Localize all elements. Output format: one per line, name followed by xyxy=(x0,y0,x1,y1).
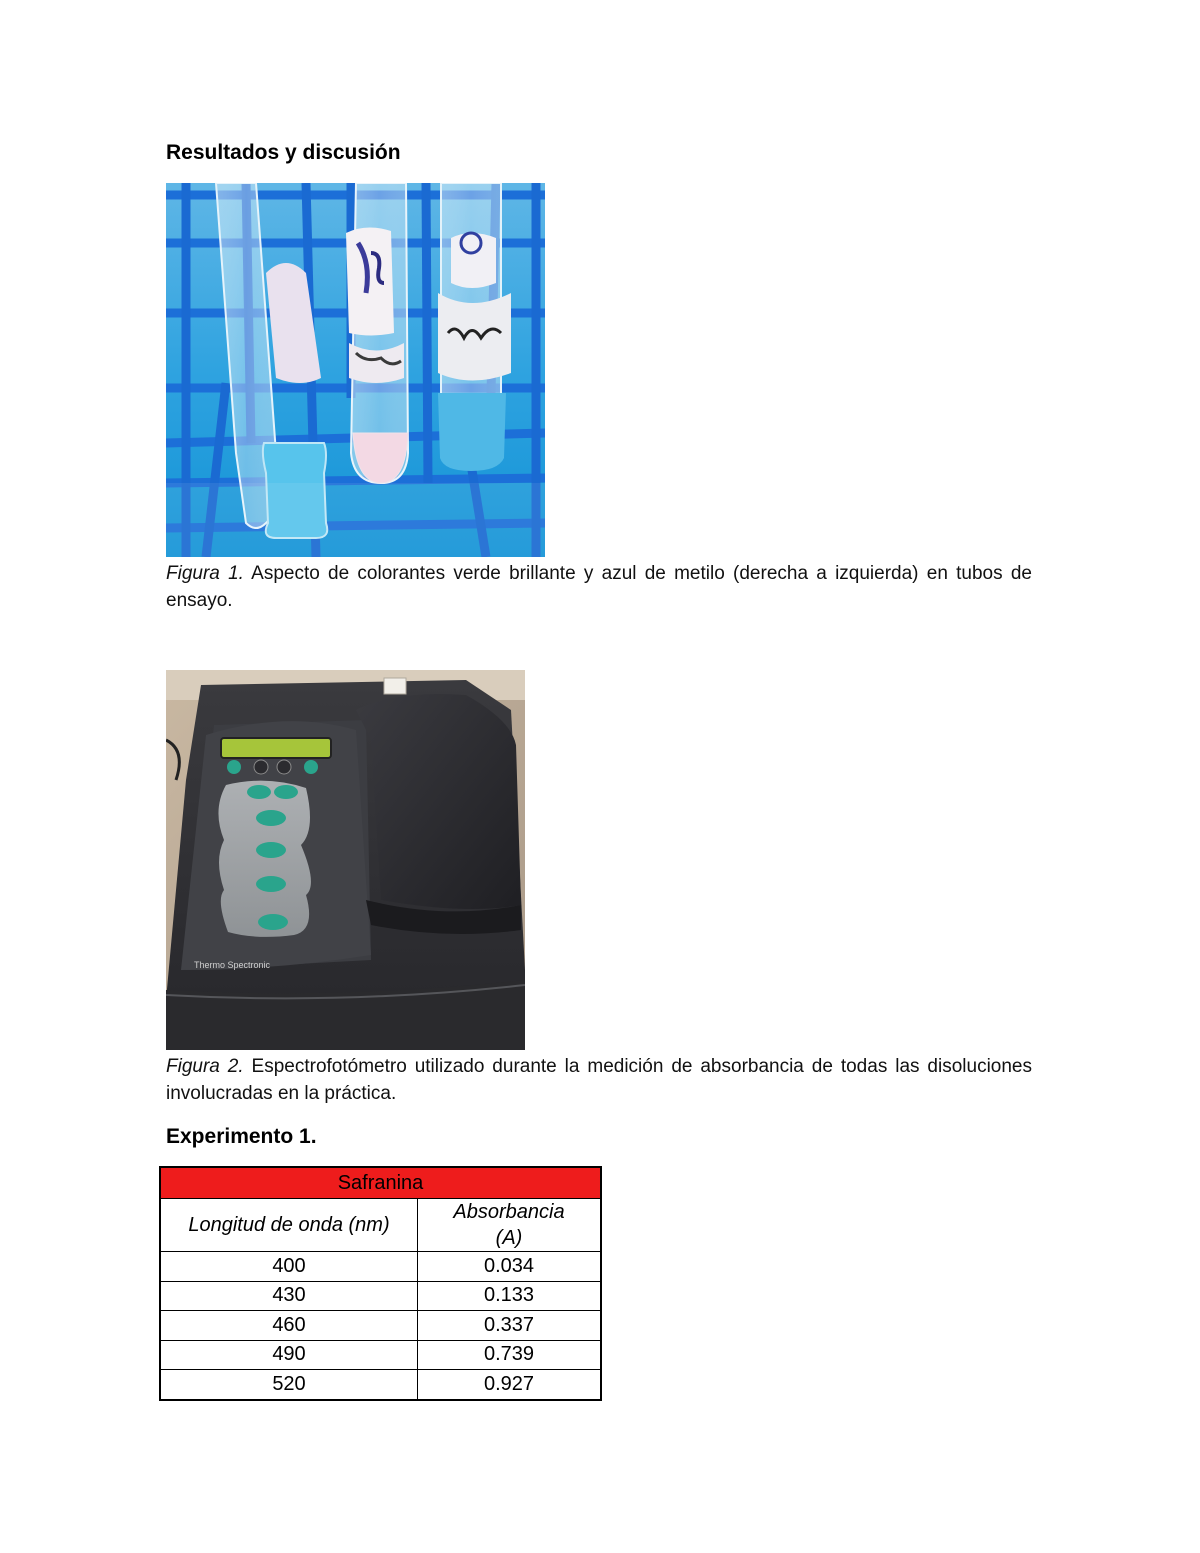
figure-1-photo xyxy=(166,183,545,557)
column-header-absorbance xyxy=(418,1199,602,1252)
absorbance-cell: 0.034 xyxy=(418,1252,602,1282)
table-row xyxy=(160,1311,601,1341)
wavelength-cell: 400 xyxy=(160,1252,418,1282)
wavelength-cell: 520 xyxy=(160,1370,418,1400)
table-title: Safranina xyxy=(160,1167,601,1199)
table-row xyxy=(160,1281,601,1311)
absorbance-cell: 0.739 xyxy=(418,1340,602,1370)
column-header-wavelength: Longitud de onda (nm) xyxy=(160,1199,418,1252)
figure-1-text: Aspecto de colorantes verde brillante y azul de metilo (derecha a izquierda) en tubos de ensayo. xyxy=(166,563,1032,611)
wavelength-cell: 460 xyxy=(160,1311,418,1341)
absorbance-cell: 0.133 xyxy=(418,1281,602,1311)
absorbance-cell: 0.337 xyxy=(418,1311,602,1341)
figure-1-label: Figura 1. xyxy=(166,563,244,584)
instrument-brand-text: Thermo Spectronic xyxy=(194,960,271,970)
table-row xyxy=(160,1340,601,1370)
table-row xyxy=(160,1252,601,1282)
figure-2-label: Figura 2. xyxy=(166,1056,244,1077)
wavelength-cell: 490 xyxy=(160,1340,418,1370)
table-row xyxy=(160,1370,601,1400)
experiment-heading: Experimento 1. xyxy=(166,1125,317,1148)
figure-1-caption xyxy=(166,560,1032,614)
column-header-absorbance-line2: (A) xyxy=(495,1227,523,1249)
column-header-absorbance-line1: Absorbancia xyxy=(453,1201,565,1223)
section-heading: Resultados y discusión xyxy=(166,141,401,164)
wavelength-cell: 430 xyxy=(160,1281,418,1311)
figure-2-photo xyxy=(166,670,525,1050)
absorbance-cell: 0.927 xyxy=(418,1370,602,1400)
figure-2-text: Espectrofotómetro utilizado durante la medición de absorbancia de todas las disoluciones involucradas en la práctica. xyxy=(166,1056,1032,1104)
figure-2-caption xyxy=(166,1053,1032,1107)
absorbance-table xyxy=(159,1166,602,1401)
